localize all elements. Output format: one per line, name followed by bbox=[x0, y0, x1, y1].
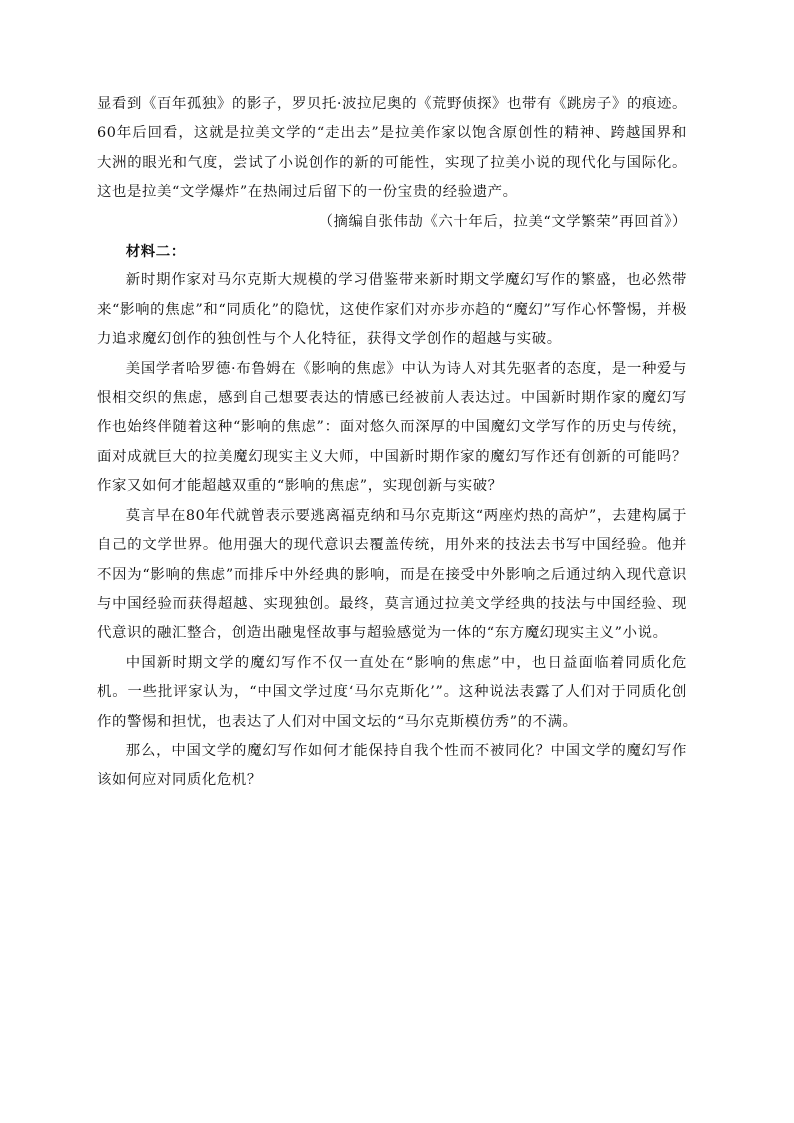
material-two-heading: 材料二： bbox=[125, 243, 186, 261]
paragraph-homogenization: 中国新时期文学的魔幻写作不仅一直处在“影响的焦虑”中，也日益面临着同质化危机。一些批评家认为，“中国文学过度‘马尔克斯化’”。这种说法表露了人们对于同质化创作的警惕和担忧，也表达了人们对中国文坛的“马尔克斯模仿秀”的不满。 bbox=[97, 654, 687, 730]
paragraph-anxiety-intro: 新时期作家对马尔克斯大规模的学习借鉴带来新时期文学魔幻写作的繁盛，也必然带来“影响的焦虑”和“同质化”的隐忧，这使作家们对亦步亦趋的“魔幻”写作心怀警惕，并极力追求魔幻创作的独创性与个人化特征，获得文学创作的超越与实破。 bbox=[97, 272, 687, 348]
paragraph-bloom: 美国学者哈罗德·布鲁姆在《影响的焦虑》中认为诗人对其先驱者的态度，是一种爱与恨相交织的焦虑，感到自己想要表达的情感已经被前人表达过。中国新时期作家的魔幻写作也始终伴随着这种“影响的焦虑”：面对悠久而深厚的中国魔幻文学写作的历史与传统，面对成就巨大的拉美魔幻现实主义大师，中国新时期作家的魔幻写作还有创新的可能吗？作家又如何才能超越双重的“影响的焦虑”，实现创新与实破？ bbox=[97, 360, 687, 495]
paragraph-moyan: 莫言早在80年代就曾表示要逃离福克纳和马尔克斯这“两座灼热的高炉”，去建构属于自己的文学世界。他用强大的现代意识去覆盖传统，用外来的技法去书写中国经验。他并不因为“影响的焦虑”而排斥中外经典的影响，而是在接受中外影响之后通过纳入现代意识与中国经验而获得超越、实现独创。最终，莫言通过拉美文学经典的技法与中国经验、现代意识的融汇整合，创造出融鬼怪故事与超验感觉为一体的“东方魔幻现实主义”小说。 bbox=[97, 507, 687, 642]
source-note: （摘编自张伟劼《六十年后，拉美“文学繁荣”再回首》） bbox=[318, 213, 687, 230]
document-page bbox=[97, 90, 687, 796]
continuation-paragraph: 显看到《百年孤独》的影子，罗贝托·波拉尼奥的《荒野侦探》也带有《跳房子》的痕迹。60年后回看，这就是拉美文学的“走出去”是拉美作家以饱含原创性的精神、跨越国界和大洲的眼光和气度，尝试了小说创作的新的可能性，实现了拉美小说的现代化与国际化。这也是拉美“文学爆炸”在热闹过后留下的一份宝贵的经验遗产。 bbox=[97, 96, 687, 201]
paragraph-question: 那么，中国文学的魔幻写作如何才能保持自我个性而不被同化？中国文学的魔幻写作该如何应对同质化危机？ bbox=[97, 742, 687, 789]
